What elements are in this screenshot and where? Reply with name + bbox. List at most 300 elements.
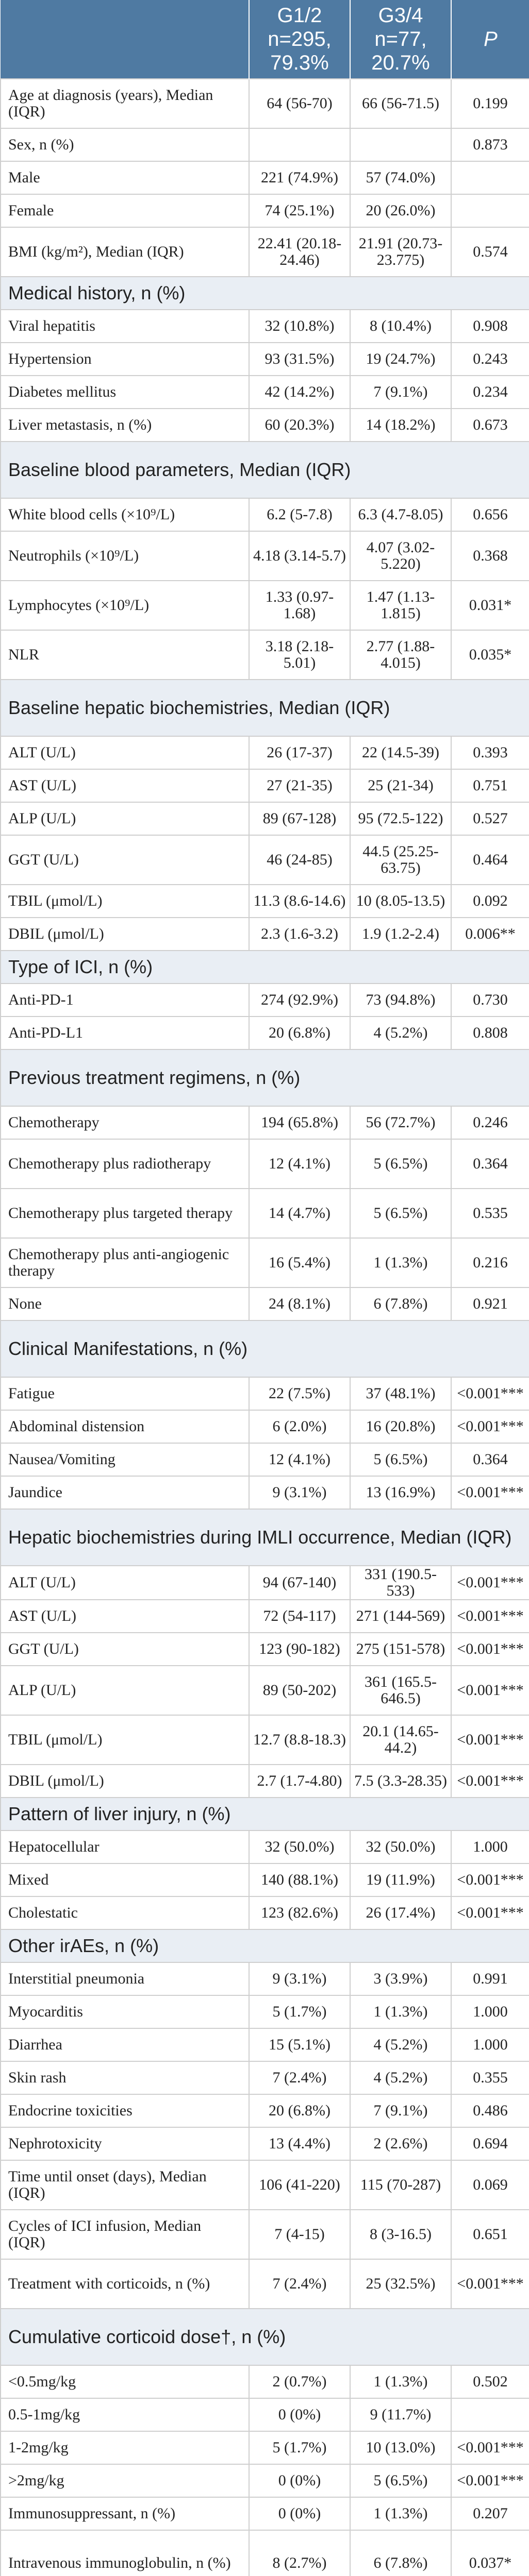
cell-p-value: 0.574 (451, 227, 529, 277)
cell-g34: 1 (1.3%) (350, 2365, 451, 2398)
section-header-row (1, 1509, 529, 1566)
cell-g34: 1.9 (1.2-2.4) (350, 918, 451, 951)
cell-g34: 361 (165.5-646.5) (350, 1666, 451, 1715)
row-label: Treatment with corticoids, n (%) (1, 2259, 249, 2309)
table-row (1, 835, 529, 885)
cell-g12: 7 (4-15) (249, 2210, 350, 2259)
row-label: 0.5-1mg/kg (1, 2398, 249, 2431)
table-row (1, 1566, 529, 1600)
cell-g12: 13 (4.4%) (249, 2127, 350, 2160)
cell-g34: 1.47 (1.13-1.815) (350, 581, 451, 630)
row-label: Female (1, 194, 249, 227)
table-row (1, 409, 529, 442)
table-row (1, 2210, 529, 2259)
section-title: Other irAEs, n (%) (1, 1929, 529, 1962)
cell-p-value: 0.207 (451, 2497, 529, 2530)
row-label: Chemotherapy plus radiotherapy (1, 1139, 249, 1189)
row-label: Diarrhea (1, 2028, 249, 2061)
table-row (1, 984, 529, 1016)
cell-g34: 3 (3.9%) (350, 1962, 451, 1995)
cell-p-value: 0.908 (451, 310, 529, 343)
row-label: GGT (U/L) (1, 1633, 249, 1666)
cell-g12: 140 (88.1%) (249, 1863, 350, 1896)
cell-g34: 1 (1.3%) (350, 2497, 451, 2530)
table-row (1, 1962, 529, 1995)
cell-g34: 14 (18.2%) (350, 409, 451, 442)
row-label: Viral hepatitis (1, 310, 249, 343)
cell-g12: 1.33 (0.97-1.68) (249, 581, 350, 630)
section-title: Pattern of liver injury, n (%) (1, 1798, 529, 1831)
cell-g12: 22 (7.5%) (249, 1377, 350, 1410)
cell-g34: 10 (13.0%) (350, 2431, 451, 2464)
cell-p-value: 0.006** (451, 918, 529, 951)
row-label: Intravenous immunoglobulin, n (%) (1, 2530, 249, 2576)
cell-g34: 5 (6.5%) (350, 1139, 451, 1189)
row-label: Jaundice (1, 1476, 249, 1509)
cell-p-value: 0.527 (451, 802, 529, 835)
cell-g34: 9 (11.7%) (350, 2398, 451, 2431)
cell-g12: 93 (31.5%) (249, 343, 350, 376)
cell-g12: 3.18 (2.18-5.01) (249, 630, 350, 680)
table-row (1, 376, 529, 409)
row-label: Sex, n (%) (1, 128, 249, 161)
cell-g34: 7.5 (3.3-28.35) (350, 1765, 451, 1798)
cell-g34: 57 (74.0%) (350, 161, 451, 194)
cell-g12: 7 (2.4%) (249, 2061, 350, 2094)
table-row (1, 343, 529, 376)
cell-g34: 16 (20.8%) (350, 1410, 451, 1443)
row-label: ALP (U/L) (1, 1666, 249, 1715)
section-header-row (1, 1798, 529, 1831)
cell-g12: 123 (90-182) (249, 1633, 350, 1666)
table-row (1, 2160, 529, 2210)
table-row (1, 1633, 529, 1666)
cell-g12: 274 (92.9%) (249, 984, 350, 1016)
cell-g34: 6 (7.8%) (350, 2530, 451, 2576)
header-g34-line3: 20.7% (371, 52, 430, 74)
cell-g34: 32 (50.0%) (350, 1831, 451, 1863)
cell-p-value: 0.364 (451, 1443, 529, 1476)
cell-p-value: 0.069 (451, 2160, 529, 2210)
cell-p-value: 0.535 (451, 1189, 529, 1238)
cell-g12: 60 (20.3%) (249, 409, 350, 442)
row-label: ALT (U/L) (1, 1566, 249, 1600)
table-row (1, 1863, 529, 1896)
row-label: Nausea/Vomiting (1, 1443, 249, 1476)
section-title: Previous treatment regimens, n (%) (1, 1049, 529, 1106)
row-label: Myocarditis (1, 1995, 249, 2028)
cell-p-value: 1.000 (451, 1831, 529, 1863)
cell-g12: 9 (3.1%) (249, 1476, 350, 1509)
row-label: Liver metastasis, n (%) (1, 409, 249, 442)
cell-g34: 95 (72.5-122) (350, 802, 451, 835)
table-row (1, 79, 529, 128)
cell-p-value: 1.000 (451, 1995, 529, 2028)
cell-g34: 20.1 (14.65-44.2) (350, 1715, 451, 1765)
cell-g34: 1 (1.3%) (350, 1995, 451, 2028)
cell-g34: 2 (2.6%) (350, 2127, 451, 2160)
row-label: Skin rash (1, 2061, 249, 2094)
cell-g34: 4 (5.2%) (350, 2028, 451, 2061)
row-label: White blood cells (×10⁹/L) (1, 498, 249, 531)
cell-g12: 64 (56-70) (249, 79, 350, 128)
cell-g34: 10 (8.05-13.5) (350, 885, 451, 918)
cell-p-value: 0.234 (451, 376, 529, 409)
row-label: GGT (U/L) (1, 835, 249, 885)
cell-g34: 8 (10.4%) (350, 310, 451, 343)
cell-g12: 6.2 (5-7.8) (249, 498, 350, 531)
table-row (1, 2530, 529, 2576)
cell-g34: 21.91 (20.73-23.775) (350, 227, 451, 277)
cell-g34: 19 (24.7%) (350, 343, 451, 376)
cell-g34: 5 (6.5%) (350, 2464, 451, 2497)
table-row (1, 1189, 529, 1238)
cell-g12: 24 (8.1%) (249, 1287, 350, 1320)
table-row (1, 310, 529, 343)
table-row (1, 194, 529, 227)
row-label: Endocrine toxicities (1, 2094, 249, 2127)
cell-g12: 16 (5.4%) (249, 1238, 350, 1287)
table-row (1, 2365, 529, 2398)
cell-g12: 9 (3.1%) (249, 1962, 350, 1995)
cell-p-value: 0.368 (451, 531, 529, 581)
section-title: Hepatic biochemistries during IMLI occurrence, Median (IQR) (1, 1509, 529, 1566)
cell-g12: 4.18 (3.14-5.7) (249, 531, 350, 581)
cell-g34: 25 (32.5%) (350, 2259, 451, 2309)
cell-g34: 73 (94.8%) (350, 984, 451, 1016)
cell-g12: 5 (1.7%) (249, 2431, 350, 2464)
cell-p-value: 0.486 (451, 2094, 529, 2127)
header-g34-line1: G3/4 (378, 4, 423, 27)
row-label: <0.5mg/kg (1, 2365, 249, 2398)
cell-p-value (451, 194, 529, 227)
cell-p-value: 0.246 (451, 1106, 529, 1139)
cell-p-value: 0.364 (451, 1139, 529, 1189)
row-label: Anti-PD-1 (1, 984, 249, 1016)
table-row (1, 2061, 529, 2094)
table-row (1, 128, 529, 161)
row-label: Diabetes mellitus (1, 376, 249, 409)
cell-p-value: <0.001*** (451, 1765, 529, 1798)
cell-g34: 20 (26.0%) (350, 194, 451, 227)
cell-g12: 20 (6.8%) (249, 2094, 350, 2127)
cell-p-value: <0.001*** (451, 2464, 529, 2497)
cell-p-value: 0.751 (451, 769, 529, 802)
cell-g34: 4 (5.2%) (350, 2061, 451, 2094)
table-row (1, 1476, 529, 1509)
cell-g34: 271 (144-569) (350, 1600, 451, 1633)
row-label: TBIL (μmol/L) (1, 1715, 249, 1765)
cell-g12: 32 (50.0%) (249, 1831, 350, 1863)
table-row (1, 2259, 529, 2309)
cell-p-value: 0.921 (451, 1287, 529, 1320)
row-label: DBIL (μmol/L) (1, 1765, 249, 1798)
table-row (1, 1896, 529, 1929)
table-row (1, 2127, 529, 2160)
cell-g12: 123 (82.6%) (249, 1896, 350, 1929)
row-label: NLR (1, 630, 249, 680)
header-g34 (350, 0, 451, 79)
cell-g12: 26 (17-37) (249, 736, 350, 769)
cell-p-value: 0.808 (451, 1016, 529, 1049)
cell-g12: 106 (41-220) (249, 2160, 350, 2210)
cell-p-value: 1.000 (451, 2028, 529, 2061)
cell-p-value: 0.464 (451, 835, 529, 885)
table-row (1, 1287, 529, 1320)
table-row (1, 2431, 529, 2464)
row-label: Lymphocytes (×10⁹/L) (1, 581, 249, 630)
row-label: Hypertension (1, 343, 249, 376)
cell-g34: 4 (5.2%) (350, 1016, 451, 1049)
cell-g12: 15 (5.1%) (249, 2028, 350, 2061)
header-row (1, 0, 529, 79)
row-label: Nephrotoxicity (1, 2127, 249, 2160)
cell-p-value: 0.031* (451, 581, 529, 630)
cell-g34: 2.77 (1.88-4.015) (350, 630, 451, 680)
cell-g12: 8 (2.7%) (249, 2530, 350, 2576)
header-g12-line2: n=295, (268, 28, 332, 50)
table-row (1, 2464, 529, 2497)
cell-g12: 22.41 (20.18-24.46) (249, 227, 350, 277)
cell-g34: 26 (17.4%) (350, 1896, 451, 1929)
table-row (1, 1106, 529, 1139)
cell-p-value: <0.001*** (451, 2259, 529, 2309)
cell-g34: 7 (9.1%) (350, 2094, 451, 2127)
cell-g12: 89 (50-202) (249, 1666, 350, 1715)
cell-g12: 11.3 (8.6-14.6) (249, 885, 350, 918)
section-title: Medical history, n (%) (1, 277, 529, 310)
cell-g34: 1 (1.3%) (350, 1238, 451, 1287)
row-label: Anti-PD-L1 (1, 1016, 249, 1049)
cell-p-value: <0.001*** (451, 1566, 529, 1600)
cell-p-value: 0.092 (451, 885, 529, 918)
cell-g34: 44.5 (25.25-63.75) (350, 835, 451, 885)
row-label: AST (U/L) (1, 1600, 249, 1633)
cell-g12: 0 (0%) (249, 2398, 350, 2431)
row-label: Hepatocellular (1, 1831, 249, 1863)
section-title: Baseline blood parameters, Median (IQR) (1, 442, 529, 498)
table-row (1, 227, 529, 277)
row-label: Time until onset (days), Median (IQR) (1, 2160, 249, 2210)
table-row (1, 498, 529, 531)
cell-g12: 74 (25.1%) (249, 194, 350, 227)
cell-g34 (350, 128, 451, 161)
cell-p-value: <0.001*** (451, 1633, 529, 1666)
row-label: Interstitial pneumonia (1, 1962, 249, 1995)
table-row (1, 1995, 529, 2028)
cell-p-value: 0.656 (451, 498, 529, 531)
table-row (1, 1831, 529, 1863)
cell-p-value: 0.694 (451, 2127, 529, 2160)
cell-g34: 7 (9.1%) (350, 376, 451, 409)
cell-g12: 5 (1.7%) (249, 1995, 350, 2028)
row-label: ALT (U/L) (1, 736, 249, 769)
table-row (1, 161, 529, 194)
table-row (1, 1600, 529, 1633)
cell-g12: 6 (2.0%) (249, 1410, 350, 1443)
table-body (1, 79, 529, 2576)
section-header-row (1, 1929, 529, 1962)
table-row (1, 1765, 529, 1798)
cell-p-value: 0.355 (451, 2061, 529, 2094)
row-label: Age at diagnosis (years), Median (IQR) (1, 79, 249, 128)
cell-p-value: 0.730 (451, 984, 529, 1016)
cell-p-value: <0.001*** (451, 1666, 529, 1715)
section-title: Baseline hepatic biochemistries, Median (IQR) (1, 680, 529, 736)
cell-g34: 115 (70-287) (350, 2160, 451, 2210)
cell-g34: 22 (14.5-39) (350, 736, 451, 769)
row-label: Cholestatic (1, 1896, 249, 1929)
cell-g34: 6 (7.8%) (350, 1287, 451, 1320)
cell-p-value: 0.991 (451, 1962, 529, 1995)
cell-g12: 7 (2.4%) (249, 2259, 350, 2309)
header-g12-line1: G1/2 (277, 4, 322, 27)
cell-p-value (451, 2398, 529, 2431)
cell-g12: 0 (0%) (249, 2464, 350, 2497)
table-row (1, 581, 529, 630)
cell-g34: 331 (190.5-533) (350, 1566, 451, 1600)
table-row (1, 1715, 529, 1765)
row-label: Immunosuppressant, n (%) (1, 2497, 249, 2530)
row-label: Cycles of ICI infusion, Median (IQR) (1, 2210, 249, 2259)
cell-g12: 14 (4.7%) (249, 1189, 350, 1238)
table-row (1, 2028, 529, 2061)
cell-p-value: 0.037* (451, 2530, 529, 2576)
table-row (1, 2094, 529, 2127)
cell-g34: 8 (3-16.5) (350, 2210, 451, 2259)
cell-p-value (451, 161, 529, 194)
row-label: Male (1, 161, 249, 194)
row-label: DBIL (μmol/L) (1, 918, 249, 951)
table-row (1, 885, 529, 918)
cell-p-value: 0.243 (451, 343, 529, 376)
cell-g12: 221 (74.9%) (249, 161, 350, 194)
cell-p-value: <0.001*** (451, 1715, 529, 1765)
row-label: Abdominal distension (1, 1410, 249, 1443)
cell-p-value: 0.393 (451, 736, 529, 769)
cell-p-value: 0.199 (451, 79, 529, 128)
row-label: Chemotherapy plus anti-angiogenic therapy (1, 1238, 249, 1287)
row-label: Chemotherapy (1, 1106, 249, 1139)
cell-g12: 2.3 (1.6-3.2) (249, 918, 350, 951)
cell-p-value: <0.001*** (451, 1863, 529, 1896)
cell-g12: 12.7 (8.8-18.3) (249, 1715, 350, 1765)
cell-g34: 275 (151-578) (350, 1633, 451, 1666)
cell-g12: 0 (0%) (249, 2497, 350, 2530)
table-row (1, 1139, 529, 1189)
section-title: Cumulative corticoid dose†, n (%) (1, 2309, 529, 2365)
row-label: Chemotherapy plus targeted therapy (1, 1189, 249, 1238)
row-label: ALP (U/L) (1, 802, 249, 835)
section-header-row (1, 951, 529, 984)
header-characteristic (1, 0, 249, 79)
cell-p-value: <0.001*** (451, 1476, 529, 1509)
cell-g34: 56 (72.7%) (350, 1106, 451, 1139)
cell-p-value: 0.502 (451, 2365, 529, 2398)
header-g12-line3: 79.3% (270, 52, 329, 74)
cell-g12: 42 (14.2%) (249, 376, 350, 409)
section-header-row (1, 277, 529, 310)
cell-g12: 12 (4.1%) (249, 1139, 350, 1189)
table-row (1, 531, 529, 581)
cell-p-value: 0.216 (451, 1238, 529, 1287)
cell-g12: 46 (24-85) (249, 835, 350, 885)
table-row (1, 1238, 529, 1287)
section-title: Type of ICI, n (%) (1, 951, 529, 984)
cell-p-value: <0.001*** (451, 1896, 529, 1929)
section-header-row (1, 680, 529, 736)
row-label: 1-2mg/kg (1, 2431, 249, 2464)
cell-p-value: <0.001*** (451, 1410, 529, 1443)
cell-g12: 2 (0.7%) (249, 2365, 350, 2398)
cell-g34: 19 (11.9%) (350, 1863, 451, 1896)
cell-g34: 66 (56-71.5) (350, 79, 451, 128)
cell-g12: 20 (6.8%) (249, 1016, 350, 1049)
cell-p-value: 0.673 (451, 409, 529, 442)
table-row (1, 736, 529, 769)
header-p-value: P (451, 0, 529, 79)
cell-g34: 13 (16.9%) (350, 1476, 451, 1509)
table-row (1, 630, 529, 680)
table-row (1, 1410, 529, 1443)
cell-g34: 5 (6.5%) (350, 1189, 451, 1238)
header-g34-line2: n=77, (374, 28, 427, 50)
header-g12 (249, 0, 350, 79)
cell-g34: 5 (6.5%) (350, 1443, 451, 1476)
table-row (1, 2398, 529, 2431)
cell-p-value: 0.651 (451, 2210, 529, 2259)
cell-g34: 4.07 (3.02-5.220) (350, 531, 451, 581)
cell-p-value: <0.001*** (451, 1600, 529, 1633)
cell-p-value: <0.001*** (451, 2431, 529, 2464)
row-label: None (1, 1287, 249, 1320)
row-label: Fatigue (1, 1377, 249, 1410)
cell-p-value: <0.001*** (451, 1377, 529, 1410)
row-label: AST (U/L) (1, 769, 249, 802)
cell-g12: 194 (65.8%) (249, 1106, 350, 1139)
section-header-row (1, 2309, 529, 2365)
table-row (1, 2497, 529, 2530)
section-title: Clinical Manifestations, n (%) (1, 1320, 529, 1377)
table-row (1, 769, 529, 802)
cell-g12: 32 (10.8%) (249, 310, 350, 343)
cell-p-value: 0.873 (451, 128, 529, 161)
cell-g12: 89 (67-128) (249, 802, 350, 835)
row-label: Mixed (1, 1863, 249, 1896)
table-row (1, 802, 529, 835)
row-label: TBIL (μmol/L) (1, 885, 249, 918)
row-label: Neutrophils (×10⁹/L) (1, 531, 249, 581)
cell-g12: 94 (67-140) (249, 1566, 350, 1600)
cell-p-value: 0.035* (451, 630, 529, 680)
cell-g34: 25 (21-34) (350, 769, 451, 802)
section-header-row (1, 1320, 529, 1377)
table-row (1, 1377, 529, 1410)
table-row (1, 1016, 529, 1049)
row-label: >2mg/kg (1, 2464, 249, 2497)
table-row (1, 1666, 529, 1715)
table-row (1, 1443, 529, 1476)
row-label: BMI (kg/m²), Median (IQR) (1, 227, 249, 277)
cell-g12: 72 (54-117) (249, 1600, 350, 1633)
cell-g34: 37 (48.1%) (350, 1377, 451, 1410)
section-header-row (1, 1049, 529, 1106)
section-header-row (1, 442, 529, 498)
cell-g12: 27 (21-35) (249, 769, 350, 802)
cell-g12: 12 (4.1%) (249, 1443, 350, 1476)
table-row (1, 918, 529, 951)
cell-g12 (249, 128, 350, 161)
